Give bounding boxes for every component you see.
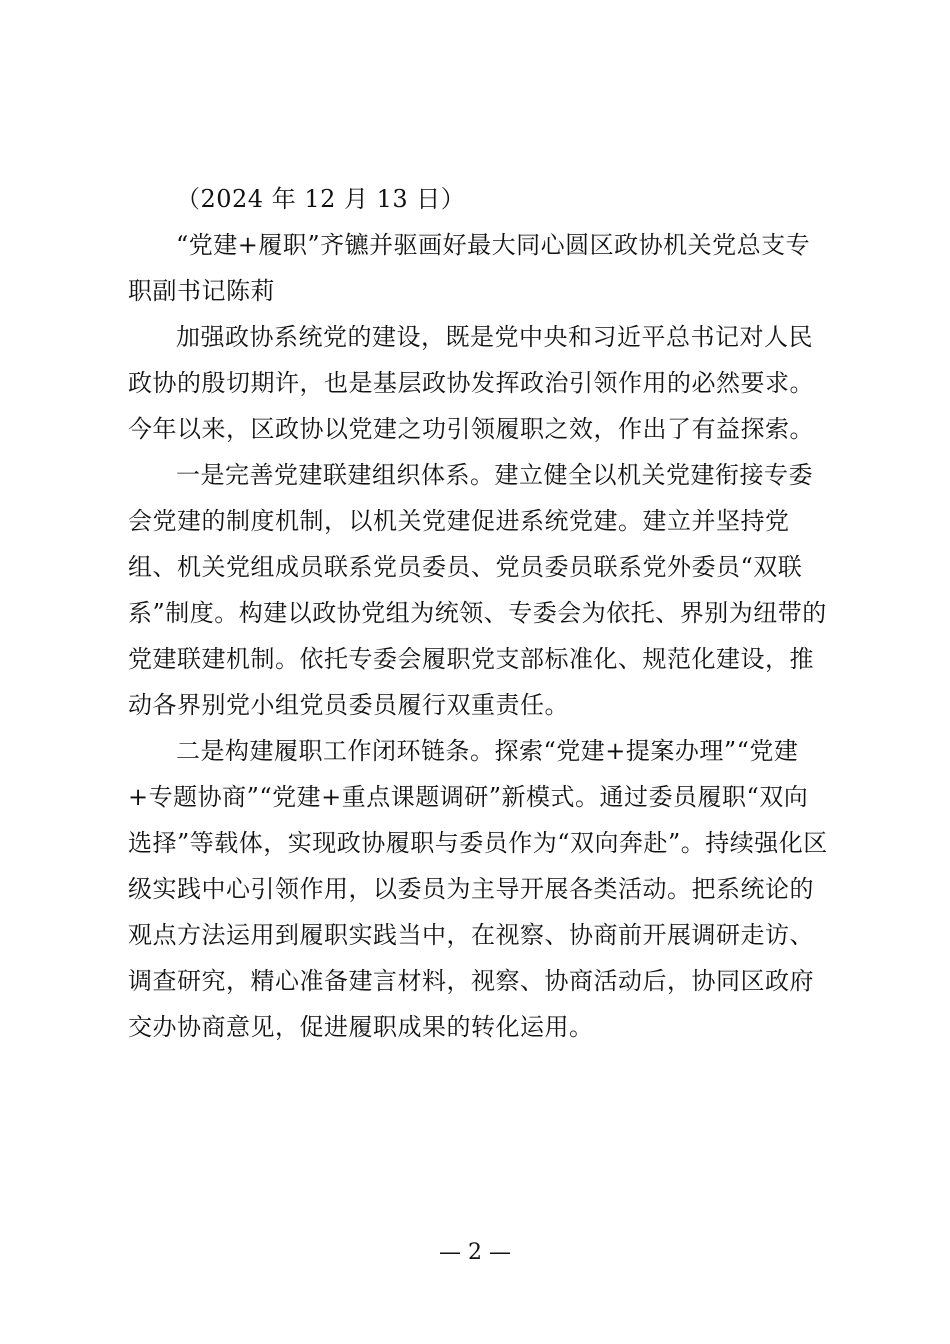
paragraph-intro: 加强政协系统党的建设，既是党中央和习近平总书记对人民政协的殷切期许，也是基层政协发挥政治引领作用的必然要求。今年以来，区政协以党建之功引领履职之效，作出了有益探索。 [128, 323, 814, 443]
title-line: “党建+履职”齐镳并驱画好最大同心圆区政协机关党总支专职副书记陈莉 [128, 231, 811, 305]
document-body [128, 176, 828, 1050]
date-line: （2024 年 12 月 13 日） [176, 185, 466, 213]
paragraph-point-two: 二是构建履职工作闭环链条。探索“党建+提案办理”“党建+专题协商”“党建+重点课题调研”新模式。通过委员履职“双向选择”等载体，实现政协履职与委员作为“双向奔赴”。持续强化区级实践中心引领作用，以委员为主导开展各类活动。把系统论的观点方法运用到履职实践当中，在视察、协商前开展调研走访、调查研究，精心准备建言材料，视察、协商活动后，协同区政府交办协商意见，促进履职成果的转化运用。 [128, 737, 828, 1041]
page-number: — 2 — [439, 1240, 511, 1265]
paragraph-point-one: 一是完善党建联建组织体系。建立健全以机关党建衔接专委会党建的制度机制，以机关党建促进系统党建。建立并坚持党组、机关党组成员联系党员委员、党员委员联系党外委员“双联系”制度。构建以政协党组为统领、专委会为依托、界别为纽带的党建联建机制。依托专委会履职党支部标准化、规范化建设，推动各界别党小组党员委员履行双重责任。 [128, 461, 827, 719]
